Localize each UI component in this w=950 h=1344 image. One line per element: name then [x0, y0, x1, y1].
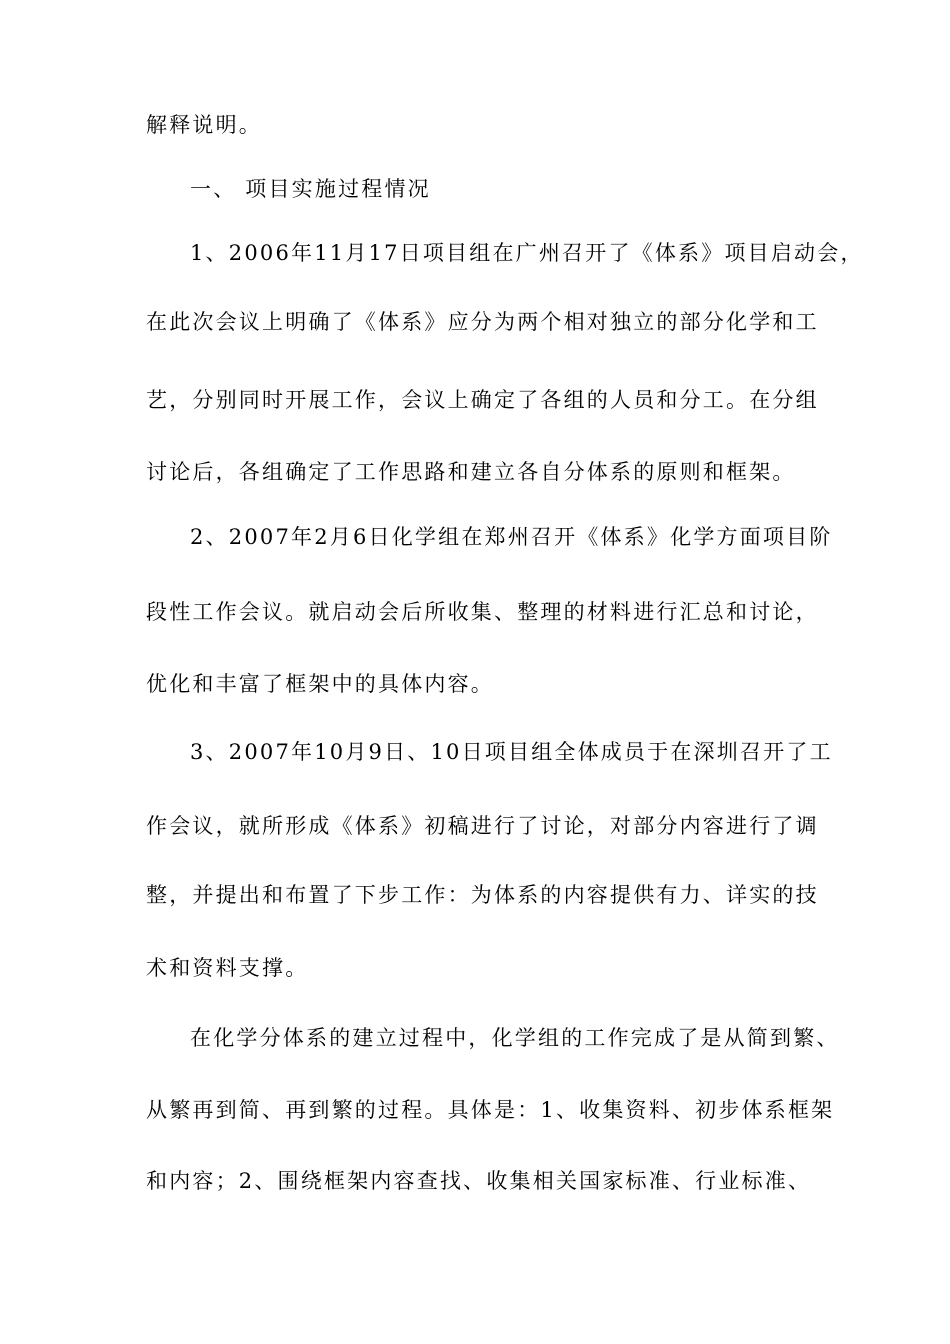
text-line: 整，并提出和布置了下步工作：为体系的内容提供有力、详实的技: [146, 883, 819, 907]
text-line: 解释说明。: [146, 113, 262, 137]
text-line: 和内容；2、围绕框架内容查找、收集相关国家标准、行业标准、: [146, 1169, 812, 1193]
text-line: 术和资料支撑。: [146, 956, 309, 980]
text-line: 2、2007年2月6日化学组在郑州召开《体系》化学方面项目阶: [190, 525, 833, 549]
section-heading: 一、 项目实施过程情况: [190, 177, 431, 201]
text-line: 从繁再到简、再到繁的过程。具体是：1、收集资料、初步体系框架: [146, 1098, 835, 1122]
text-line: 在此次会议上明确了《体系》应分为两个相对独立的部分化学和工: [146, 310, 819, 334]
text-line: 3、2007年10月9日、10日项目组全体成员于在深圳召开了工: [190, 740, 833, 764]
text-line: 1、2006年11月17日项目组在广州召开了《体系》项目启动会，: [190, 241, 864, 265]
text-line: 段性工作会议。就启动会后所收集、整理的材料进行汇总和讨论，: [146, 600, 819, 624]
text-line: 在化学分体系的建立过程中，化学组的工作完成了是从简到繁、: [190, 1026, 840, 1050]
text-line: 艺，分别同时开展工作，会议上确定了各组的人员和分工。在分组: [146, 388, 819, 412]
text-line: 讨论后，各组确定了工作思路和建立各自分体系的原则和框架。: [146, 460, 796, 484]
text-line: 优化和丰富了框架中的具体内容。: [146, 672, 494, 696]
text-line: 作会议，就所形成《体系》初稿进行了讨论，对部分内容进行了调: [146, 814, 819, 838]
